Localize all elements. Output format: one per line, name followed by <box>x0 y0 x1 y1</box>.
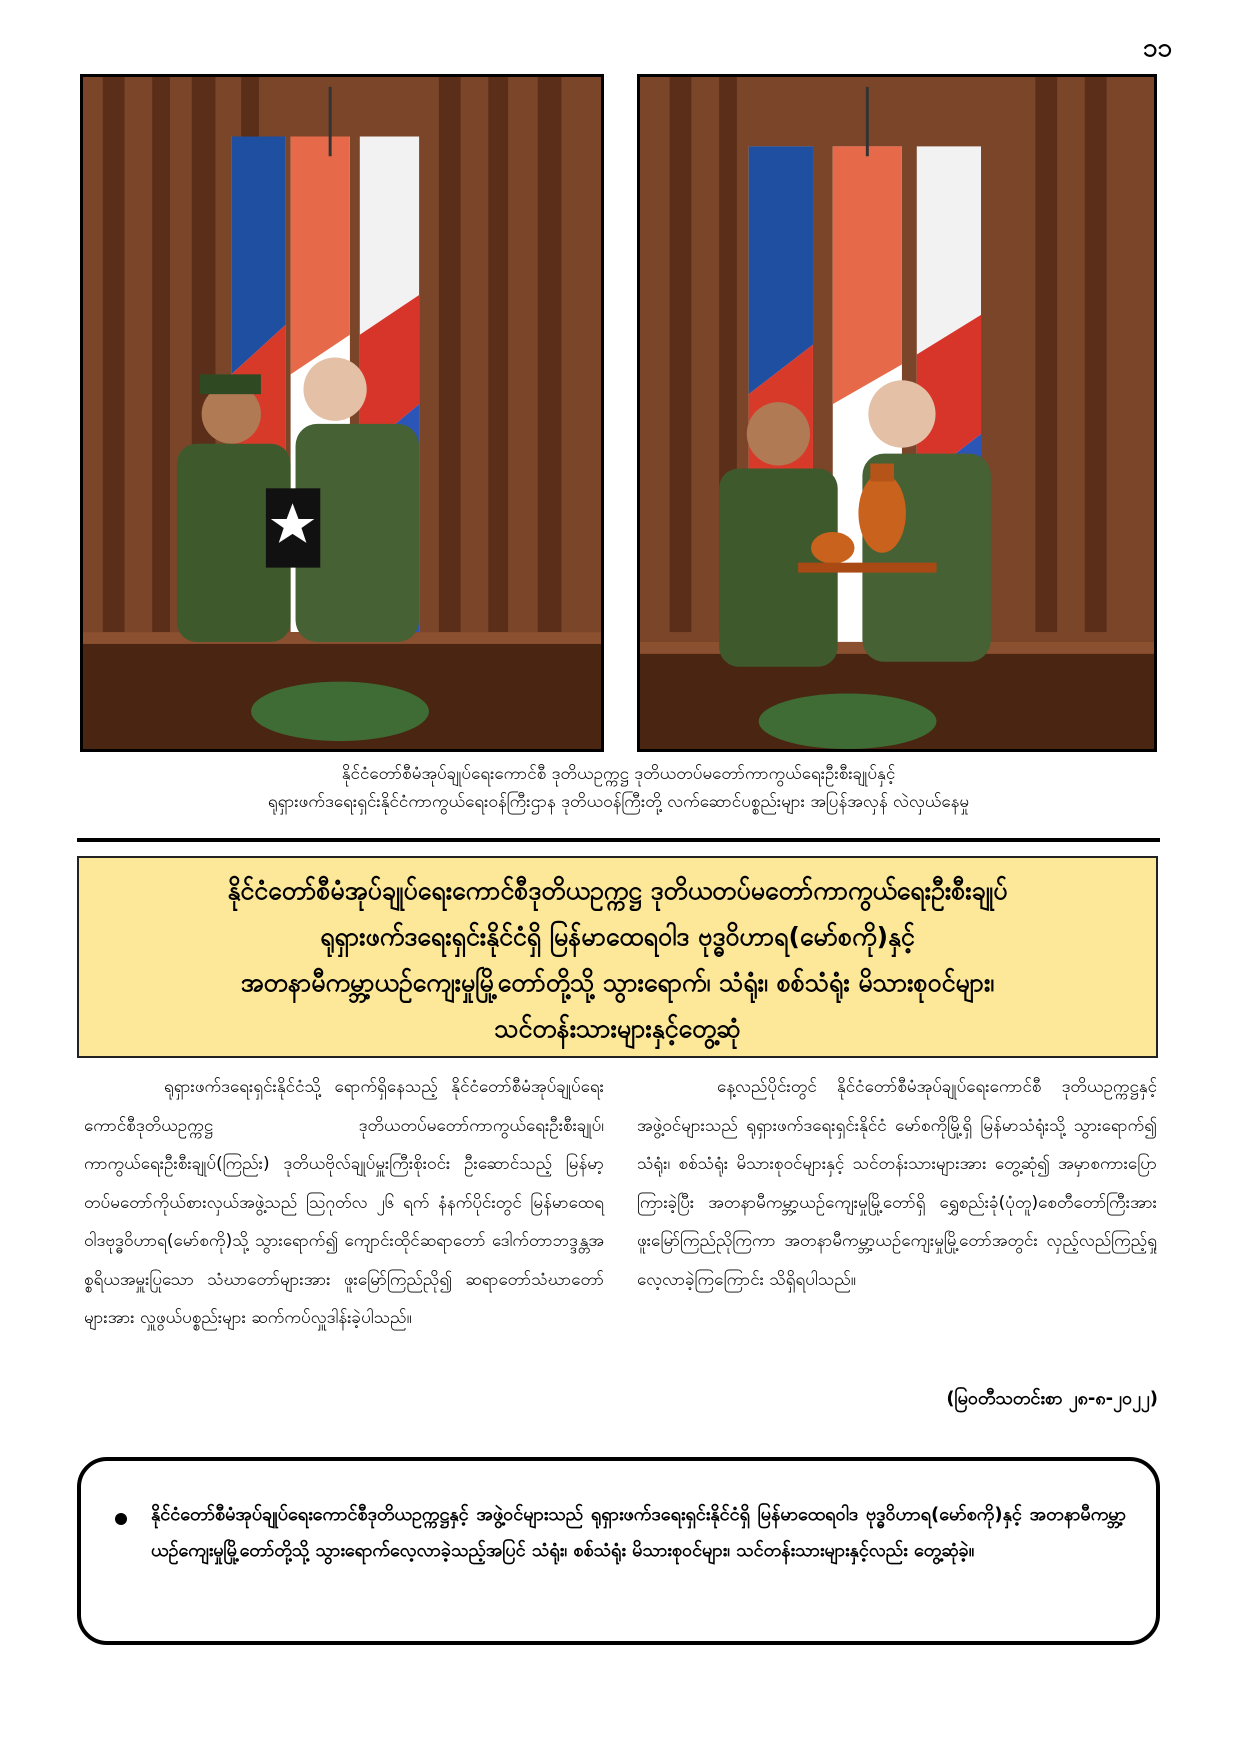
article-paragraph-right: နေ့လည်ပိုင်းတွင် နိုင်ငံတော်စီမံအုပ်ချုပ်ရေးကောင်စီ ဒုတိယဥက္ကဋ္ဌနှင့် အဖွဲ့ဝင်များသည် ရုရှားဖက်ဒရေးရှင်းနိုင်ငံ မော်စကိုမြို့ရှိ မြန်မာသံရုံးသို့ သွားရောက်၍ သံရုံး၊ စစ်သံရုံး မိသားစုဝင်များနှင့် သင်တန်းသားများအား တွေ့ဆုံ၍ အမှာစကားပြောကြားခဲ့ပြီး အတနာမီကမ္ဘာ့ယဉ်ကျေးမှုမြို့တော်ရှိ ရွှေစည်းခုံ(ပုံတူ)စေတီတော်ကြီးအား ဖူးမြော်ကြည်ညိုကြကာ အတနာမီကမ္ဘာ့ယဉ်ကျေးမှုမြို့တော်အတွင်း လှည့်လည်ကြည့်ရှုလေ့လာခဲ့ကြကြောင်း သိရှိရပါသည်။ <box>637 1077 1157 1290</box>
photo-caption-line-2: ရုရှားဖက်ဒရေးရှင်းနိုင်ငံကာကွယ်ရေးဝန်ကြီးဌာန ဒုတိယဝန်ကြီးတို့ လက်ဆောင်ပစ္စည်းများ အပြန်အလှန် လဲလှယ်နေမှု <box>267 792 970 812</box>
photo-gift-bag-illustration <box>83 77 601 749</box>
photo-vase-gift-illustration <box>640 77 1154 749</box>
photo-gift-bag <box>80 74 604 752</box>
headline-line-2: ရုရှားဖက်ဒရေးရှင်းနိုင်ငံရှိ မြန်မာထေရဝါဒ ဗုဒ္ဓဝိဟာရ(မော်စကို)နှင့် <box>320 922 915 951</box>
page-number: ၁၁ <box>1142 33 1172 63</box>
article-column-right <box>637 1068 1157 1299</box>
headline-line-3: အတနာမီကမ္ဘာ့ယဉ်ကျေးမှုမြို့တော်တို့သို့ သွားရောက်၊ သံရုံး၊ စစ်သံရုံး မိသားစုဝင်များ၊ <box>240 968 995 997</box>
summary-box <box>77 1457 1160 1645</box>
news-source: (မြဝတီသတင်းစာ ၂၈-၈-၂၀၂၂) <box>946 1388 1158 1409</box>
article-column-left <box>84 1068 604 1338</box>
photo-caption-line-1: နိုင်ငံတော်စီမံအုပ်ချုပ်ရေးကောင်စီ ဒုတိယဥက္ကဋ္ဌ ဒုတိယတပ်မတော်ကာကွယ်ရေးဦးစီးချုပ်နှင့် <box>341 764 896 784</box>
summary-text: နိုင်ငံတော်စီမံအုပ်ချုပ်ရေးကောင်စီဒုတိယဥက္ကဋ္ဌနှင့် အဖွဲ့ဝင်များသည် ရုရှားဖက်ဒရေးရှင်းနိုင်ငံရှိ မြန်မာထေရဝါဒ ဗုဒ္ဓဝိဟာရ(မော်စကို)နှင့် အတနာမီကမ္ဘာ့ယဉ်ကျေးမှုမြို့တော်တို့သို့ သွားရောက်လေ့လာခဲ့သည့်အပြင် သံရုံး၊ စစ်သံရုံး မိသားစုဝင်များ၊ သင်တန်းသားများနှင့်လည်း တွေ့ဆုံခဲ့။ <box>151 1504 1126 1561</box>
headline-line-4: သင်တန်းသားများနှင့်တွေ့ဆုံ <box>494 1014 741 1043</box>
section-divider <box>77 838 1160 842</box>
headline-box <box>77 856 1158 1058</box>
headline-line-1: နိုင်ငံတော်စီမံအုပ်ချုပ်ရေးကောင်စီဒုတိယဥက္ကဋ္ဌ ဒုတိယတပ်မတော်ကာကွယ်ရေးဦးစီးချုပ် <box>227 876 1008 905</box>
photo-vase-gift <box>637 74 1157 752</box>
article-paragraph-left: ရုရှားဖက်ဒရေးရှင်းနိုင်ငံသို့ ရောက်ရှိနေသည့် နိုင်ငံတော်စီမံအုပ်ချုပ်ရေးကောင်စီဒုတိယဥက္ကဋ္ဌ ဒုတိယတပ်မတော်ကာကွယ်ရေးဦးစီးချုပ်၊ ကာကွယ်ရေးဦးစီးချုပ်(ကြည်း) ဒုတိယဗိုလ်ချုပ်မှူးကြီးစိုးဝင်း ဦးဆောင်သည့် မြန်မာ့တပ်မတော်ကိုယ်စားလှယ်အဖွဲ့သည် ဩဂုတ်လ ၂၆ ရက် နံနက်ပိုင်းတွင် မြန်မာထေရဝါဒဗုဒ္ဓဝိဟာရ(မော်စကို)သို့ သွားရောက်၍ ကျောင်းထိုင်ဆရာတော် ဒေါက်တာဘဒ္ဒန္တအစ္စရိယအမှူးပြုသော သံဃာတော်များအား ဖူးမြော်ကြည်ညို၍ ဆရာတော်သံဃာတော်များအား လှူဖွယ်ပစ္စည်းများ ဆက်ကပ်လှူဒါန်းခဲ့ပါသည်။ <box>84 1077 604 1328</box>
bullet-icon <box>115 1513 127 1525</box>
photo-caption <box>80 760 1157 816</box>
